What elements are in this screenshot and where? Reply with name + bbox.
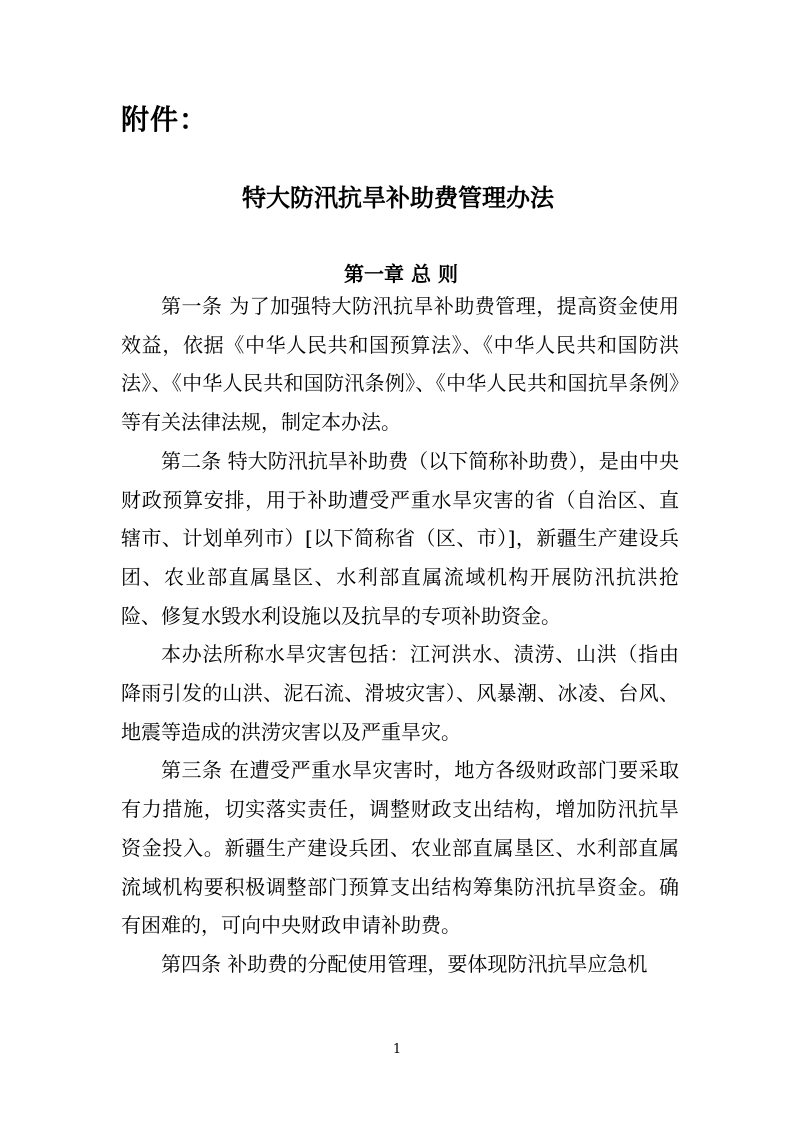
article-2-paragraph: 第二条 特大防汛抗旱补助费（以下简称补助费），是由中央财政预算安排，用于补助遭受严重水旱灾害的省（自治区、直辖市、计划单列市）[以下简称省（区、市）]，新疆生产建设兵团、农业部直属垦区、水利部直属流域机构开展防汛抗洪抢险、修复水毁水利设施以及抗旱的专项补助资金。: [121, 448, 679, 628]
page-number: 1: [392, 1042, 402, 1057]
document-title: 特大防汛抗旱补助费管理办法: [242, 184, 554, 212]
document-body: [121, 287, 679, 984]
disaster-definition-paragraph: 本办法所称水旱灾害包括：江河洪水、渍涝、山洪（指由降雨引发的山洪、泥石流、滑坡灾害）、风暴潮、冰凌、台风、地震等造成的洪涝灾害以及严重旱灾。: [121, 642, 679, 744]
chapter-heading: 第一章 总 则: [344, 262, 458, 286]
article-3-paragraph: 第三条 在遭受严重水旱灾害时，地方各级财政部门要采取有力措施，切实落实责任，调整财政支出结构，增加防汛抗旱资金投入。新疆生产建设兵团、农业部直属垦区、水利部直属流域机构要积极调整部门预算支出结构筹集防汛抗旱资金。确有困难的，可向中央财政申请补助费。: [121, 758, 679, 938]
attachment-label: 附件：: [121, 103, 209, 136]
article-4-paragraph: 第四条 补助费的分配使用管理，要体现防汛抗旱应急机: [161, 951, 648, 976]
article-1-paragraph: 第一条 为了加强特大防汛抗旱补助费管理，提高资金使用效益，依据《中华人民共和国预算法》、《中华人民共和国防洪法》、《中华人民共和国防汛条例》、《中华人民共和国抗旱条例》等有关法律法规，制定本办法。: [121, 294, 679, 435]
